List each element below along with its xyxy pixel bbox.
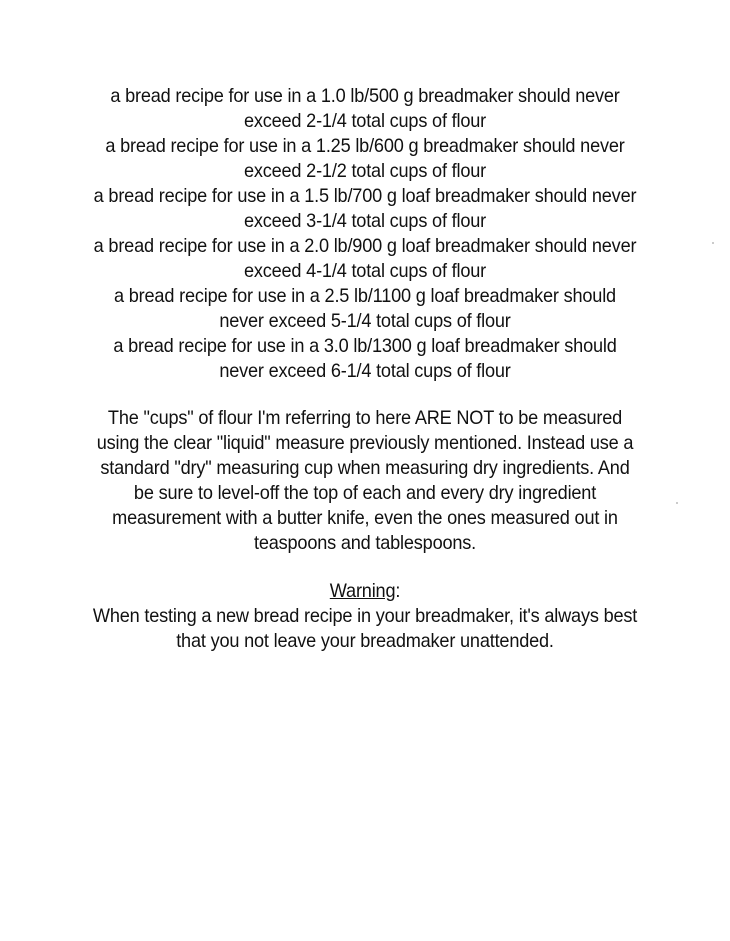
note-line-4: be sure to level-off the top of each and every dry ingredient	[133, 482, 597, 504]
rule-5-line-1: a bread recipe for use in a 2.5 lb/1100 g loaf breadmaker should	[114, 285, 616, 307]
rule-6-line-1: a bread recipe for use in a 3.0 lb/1300 g loaf breadmaker should	[113, 335, 617, 357]
rule-2-line-1: a bread recipe for use in a 1.25 lb/600 g breadmaker should never	[105, 135, 625, 157]
rule-4-line-1: a bread recipe for use in a 2.0 lb/900 g loaf breadmaker should never	[93, 235, 637, 257]
rule-3-line-1: a bread recipe for use in a 1.5 lb/700 g loaf breadmaker should never	[93, 185, 637, 207]
scan-speck	[712, 242, 714, 244]
rule-4-line-2: exceed 4-1/4 total cups of flour	[243, 260, 487, 282]
warning-heading-line	[26, 579, 705, 604]
measuring-note-paragraph	[26, 406, 705, 556]
rule-5-line-2: never exceed 5-1/4 total cups of flour	[219, 310, 511, 332]
warning-heading-colon: :	[395, 580, 401, 602]
note-line-2: using the clear "liquid" measure previously mentioned. Instead use a	[96, 432, 634, 454]
note-line-1: The "cups" of flour I'm referring to here ARE NOT to be measured	[107, 407, 623, 429]
rule-1-line-1: a bread recipe for use in a 1.0 lb/500 g breadmaker should never	[110, 85, 620, 107]
note-line-3: standard "dry" measuring cup when measuring dry ingredients. And	[100, 457, 630, 479]
warning-heading: Warning	[329, 580, 396, 602]
warning-section	[26, 579, 705, 654]
flour-limit-rules	[26, 84, 705, 384]
rule-1-line-2: exceed 2-1/4 total cups of flour	[243, 110, 487, 132]
note-line-5: measurement with a butter knife, even the ones measured out in	[112, 507, 618, 529]
rule-3-line-2: exceed 3-1/4 total cups of flour	[243, 210, 487, 232]
scan-speck	[676, 502, 678, 504]
warning-line-1: When testing a new bread recipe in your breadmaker, it's always best	[92, 605, 638, 627]
rule-6-line-2: never exceed 6-1/4 total cups of flour	[219, 360, 511, 382]
warning-line-2: that you not leave your breadmaker unattended.	[176, 630, 554, 652]
note-line-6: teaspoons and tablespoons.	[253, 532, 477, 554]
rule-2-line-2: exceed 2-1/2 total cups of flour	[243, 160, 487, 182]
